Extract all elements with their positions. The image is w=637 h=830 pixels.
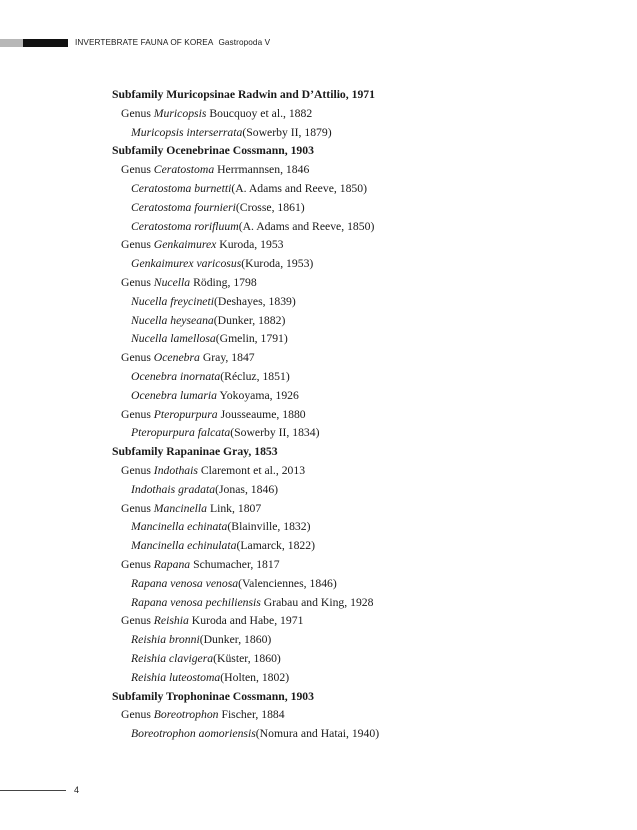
taxonomy-list [0,86,637,744]
subfamily-line [0,688,637,707]
genus-prefix: Genus [121,708,154,722]
taxon-authority: (A. Adams and Reeve, 1850) [238,219,375,233]
taxon-name: Boreotrophon aomoriensis [131,727,256,741]
genus-line [0,236,637,255]
taxon-authority: Subfamily Trophoninae Cossmann, 1903 [112,689,314,703]
taxon-authority: (Kuroda, 1953) [241,257,314,271]
genus-prefix: Genus [121,407,154,421]
taxon-name: Ocenebra lumaria [131,388,218,402]
running-header [0,38,637,50]
taxon-authority: Claremont et al., 2013 [200,463,306,477]
taxon-name: Mancinella echinulata [131,539,237,553]
genus-prefix: Genus [121,351,154,365]
subfamily-line [0,86,637,105]
genus-prefix: Genus [121,106,154,120]
species-line [0,669,637,688]
subfamily-line [0,142,637,161]
taxon-authority: (Crosse, 1861) [235,200,305,214]
taxon-name: Ceratostoma [153,163,215,177]
taxon-authority: Subfamily Rapaninae Gray, 1853 [112,445,278,459]
species-line [0,180,637,199]
species-line [0,631,637,650]
genus-line [0,406,637,425]
taxon-name: Ocenebra inornata [131,369,221,383]
taxon-authority: Röding, 1798 [193,275,257,289]
taxon-name: Ocenebra [153,351,200,365]
taxon-name: Ceratostoma rorifluum [131,219,239,233]
species-line [0,124,637,143]
species-line [0,575,637,594]
taxon-authority: (Nomura and Hatai, 1940) [255,727,380,741]
taxon-name: Nucella freycineti [131,294,214,308]
species-line [0,199,637,218]
taxon-authority: Boucquoy et al., 1882 [209,106,313,120]
taxon-authority: (Récluz, 1851) [220,369,290,383]
taxon-authority: (Küster, 1860) [213,651,281,665]
taxon-authority: (Sowerby II, 1834) [230,426,320,440]
taxon-authority: (Holten, 1802) [220,670,290,684]
taxon-authority: (A. Adams and Reeve, 1850) [231,181,368,195]
species-line [0,537,637,556]
genus-prefix: Genus [121,275,154,289]
taxon-name: Indothais gradata [131,482,216,496]
genus-prefix: Genus [121,163,154,177]
taxon-authority: Schumacher, 1817 [193,557,280,571]
header-text [75,38,270,48]
species-line [0,481,637,500]
taxon-authority: Subfamily Muricopsinae Radwin and D’Attilio, 1971 [112,88,375,101]
taxon-authority: Link, 1807 [209,501,262,515]
taxon-name: Nucella [153,275,191,289]
taxon-authority: (Deshayes, 1839) [213,294,296,308]
species-line [0,518,637,537]
genus-line [0,161,637,180]
genus-line [0,349,637,368]
genus-prefix: Genus [121,501,154,515]
taxon-authority: Kuroda, 1953 [219,238,284,252]
taxon-authority: Herrmannsen, 1846 [217,163,310,177]
taxon-name: Nucella heyseana [131,313,214,327]
header-bar-light [0,39,23,47]
taxon-name: Pteropurpura [153,407,218,421]
taxon-authority: Grabau and King, 1928 [263,595,374,609]
genus-prefix: Genus [121,557,154,571]
taxon-name: Muricopsis interserrata [131,125,243,139]
species-line [0,424,637,443]
footer-rule [0,790,66,791]
taxon-name: Genkaimurex [153,238,217,252]
taxon-name: Reishia bronni [131,633,200,647]
taxon-authority: (Dunker, 1882) [213,313,286,327]
taxon-name: Indothais [153,463,198,477]
page-number: 4 [74,785,80,795]
taxon-authority: Jousseaume, 1880 [220,407,306,421]
taxon-name: Mancinella echinata [131,520,228,534]
taxon-authority: (Valenciennes, 1846) [238,576,337,590]
taxon-authority: (Sowerby II, 1879) [242,125,332,139]
taxon-name: Pteropurpura falcata [131,426,231,440]
species-line [0,312,637,331]
taxon-name: Boreotrophon [153,708,219,722]
species-line [0,218,637,237]
species-line [0,725,637,744]
taxon-authority: Gray, 1847 [202,351,255,365]
species-line [0,387,637,406]
taxon-name: Reishia clavigera [131,651,214,665]
species-line [0,330,637,349]
species-line [0,255,637,274]
genus-prefix: Genus [121,238,154,252]
taxon-name: Reishia [153,614,189,628]
taxon-authority: (Dunker, 1860) [199,633,272,647]
taxon-authority: Fischer, 1884 [221,708,285,722]
species-line [0,594,637,613]
genus-line [0,462,637,481]
genus-line [0,274,637,293]
subfamily-line [0,443,637,462]
taxon-name: Rapana [153,557,191,571]
taxon-authority: (Jonas, 1846) [215,482,279,496]
taxon-name: Nucella lamellosa [131,332,216,346]
taxon-name: Reishia luteostoma [131,670,221,684]
taxon-name: Ceratostoma burnetti [131,181,232,195]
taxon-authority: Subfamily Ocenebrinae Cossmann, 1903 [112,144,314,158]
genus-line [0,500,637,519]
taxon-name: Muricopsis [153,106,207,120]
header-bar-dark [23,39,68,47]
taxon-name: Genkaimurex varicosus [131,257,242,271]
taxon-name: Ceratostoma fournieri [131,200,236,214]
genus-line [0,105,637,124]
taxon-authority: (Blainville, 1832) [227,520,311,534]
taxon-authority: Yokoyama, 1926 [219,388,299,402]
taxon-name: Rapana venosa venosa [131,576,239,590]
genus-prefix: Genus [121,614,154,628]
genus-prefix: Genus [121,463,154,477]
taxon-authority: Kuroda and Habe, 1971 [191,614,304,628]
species-line [0,368,637,387]
header-title: INVERTEBRATE FAUNA OF KOREA [75,38,214,47]
genus-line [0,706,637,725]
taxon-name: Rapana venosa pechiliensis [131,595,261,609]
species-line [0,650,637,669]
genus-line [0,556,637,575]
taxon-authority: (Lamarck, 1822) [236,539,316,553]
taxon-authority: (Gmelin, 1791) [215,332,288,346]
taxon-name: Mancinella [153,501,208,515]
header-subtitle: Gastropoda V [218,38,271,47]
species-line [0,293,637,312]
genus-line [0,612,637,631]
